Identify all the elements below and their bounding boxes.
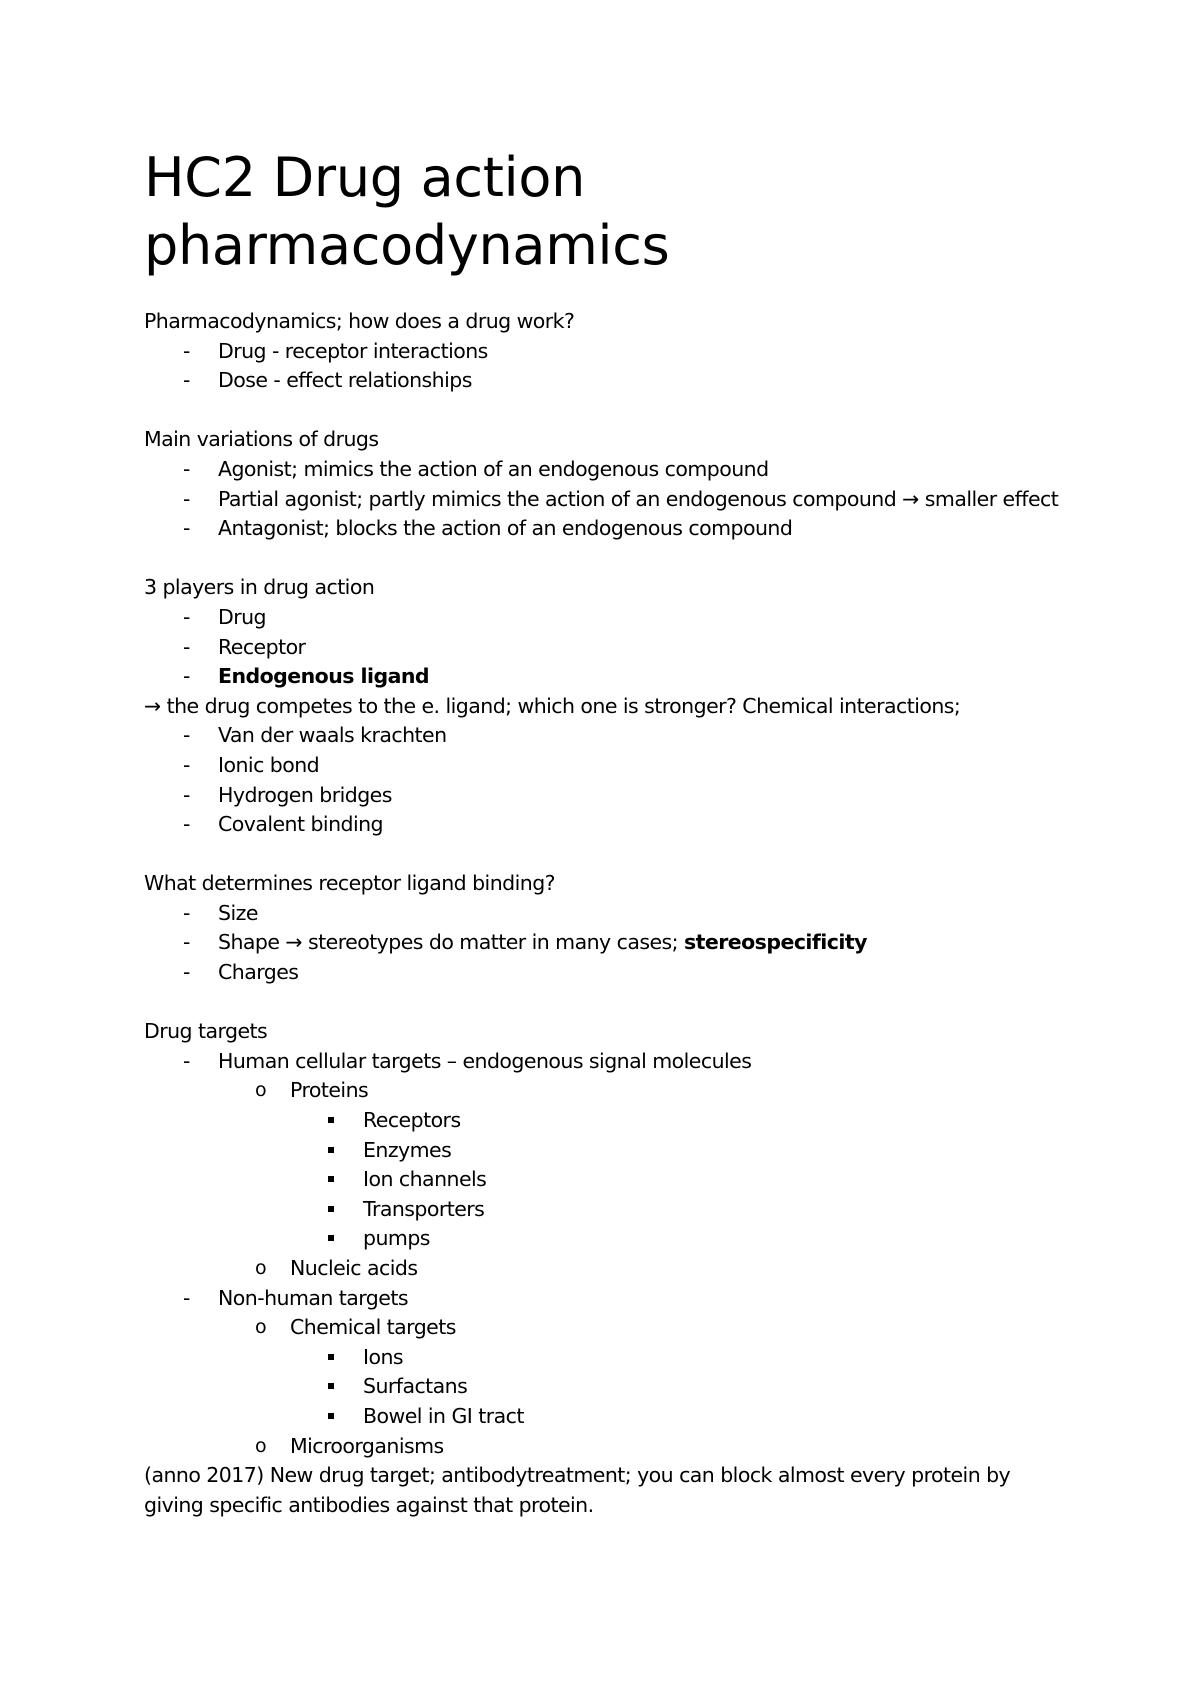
arrow-icon: →: [902, 486, 919, 511]
arrow-icon: →: [144, 693, 161, 718]
list-item: Enzymes: [144, 1136, 1059, 1166]
dash-bullet: -: [183, 1048, 190, 1073]
list-item: - Shape → stereotypes do matter in many cases; stereospecificity: [144, 928, 1059, 958]
list-item: Ions: [144, 1343, 1059, 1373]
square-bullet-icon: [328, 1402, 334, 1432]
dash-bullet: -: [183, 664, 190, 689]
title-line-1: HC2 Drug action: [144, 146, 586, 209]
list-item: o Chemical targets: [144, 1313, 1059, 1343]
list-item: Ion channels: [144, 1165, 1059, 1195]
dash-bullet: -: [183, 1285, 190, 1310]
list-item: - Van der waals krachten: [144, 721, 1059, 751]
square-bullet-icon: [328, 1372, 334, 1402]
list-item: Bowel in GI tract: [144, 1402, 1059, 1432]
list-item: o Proteins: [144, 1076, 1059, 1106]
list-item: - Agonist; mimics the action of an endogenous compound: [144, 455, 1059, 485]
circle-bullet: o: [255, 1316, 267, 1339]
square-bullet-icon: [328, 1224, 334, 1254]
list-item: Surfactans: [144, 1372, 1059, 1402]
document-body: [144, 307, 1059, 1520]
dash-bullet: -: [183, 752, 190, 777]
dash-bullet: -: [183, 960, 190, 985]
list-item: - Receptor: [144, 633, 1059, 663]
dash-bullet: -: [183, 456, 190, 481]
circle-bullet: o: [255, 1079, 267, 1102]
square-bullet-icon: [328, 1106, 334, 1136]
dash-bullet: -: [183, 723, 190, 748]
square-bullet-icon: [328, 1136, 334, 1166]
dash-bullet: -: [183, 486, 190, 511]
list-item: pumps: [144, 1224, 1059, 1254]
list-item: - Dose - effect relationships: [144, 366, 1059, 396]
list-item: o Microorganisms: [144, 1432, 1059, 1462]
list-item: - Covalent binding: [144, 810, 1059, 840]
dash-bullet: -: [183, 782, 190, 807]
list-item: - Charges: [144, 958, 1059, 988]
section-heading: Main variations of drugs: [144, 427, 379, 452]
list-item: - Size: [144, 899, 1059, 929]
list-item: - Drug - receptor interactions: [144, 337, 1059, 367]
list-item: - Hydrogen bridges: [144, 781, 1059, 811]
list-item: - Partial agonist; partly mimics the action of an endogenous compound → smaller effect: [144, 485, 1059, 515]
dash-bullet: -: [183, 930, 190, 955]
dash-bullet: -: [183, 634, 190, 659]
dash-bullet: -: [183, 368, 190, 393]
dash-bullet: -: [183, 812, 190, 837]
list-item: Transporters: [144, 1195, 1059, 1225]
dash-bullet: -: [183, 338, 190, 363]
section-heading: Pharmacodynamics; how does a drug work?: [144, 309, 575, 333]
circle-bullet: o: [255, 1257, 267, 1279]
section-heading: What determines receptor ligand binding?: [144, 871, 555, 896]
title-line-2: pharmacodynamics: [144, 214, 670, 277]
list-item: - Non-human targets: [144, 1284, 1059, 1314]
square-bullet-icon: [328, 1165, 334, 1195]
list-item: Receptors: [144, 1106, 1059, 1136]
arrow-note: → the drug competes to the e. ligand; which one is stronger? Chemical interactions;: [144, 693, 961, 718]
list-item: - Endogenous ligand: [144, 662, 1059, 692]
list-item: o Nucleic acids: [144, 1254, 1059, 1284]
circle-bullet: o: [255, 1434, 267, 1457]
section-heading: Drug targets: [144, 1019, 268, 1044]
list-item: - Antagonist; blocks the action of an endogenous compound: [144, 514, 1059, 544]
list-item: - Human cellular targets – endogenous signal molecules: [144, 1047, 1059, 1077]
dash-bullet: -: [183, 900, 190, 925]
section-heading: 3 players in drug action: [144, 575, 375, 600]
page-title: [144, 144, 669, 280]
list-item: - Ionic bond: [144, 751, 1059, 781]
square-bullet-icon: [328, 1195, 334, 1225]
arrow-icon: →: [285, 930, 303, 955]
dash-bullet: -: [183, 516, 190, 541]
list-item: - Drug: [144, 603, 1059, 633]
square-bullet-icon: [328, 1343, 334, 1373]
dash-bullet: -: [183, 604, 190, 629]
closing-note: (anno 2017) New drug target; antibodytreatment; you can block almost every protein by giving specific antibodies against that protein.: [144, 1463, 1011, 1517]
